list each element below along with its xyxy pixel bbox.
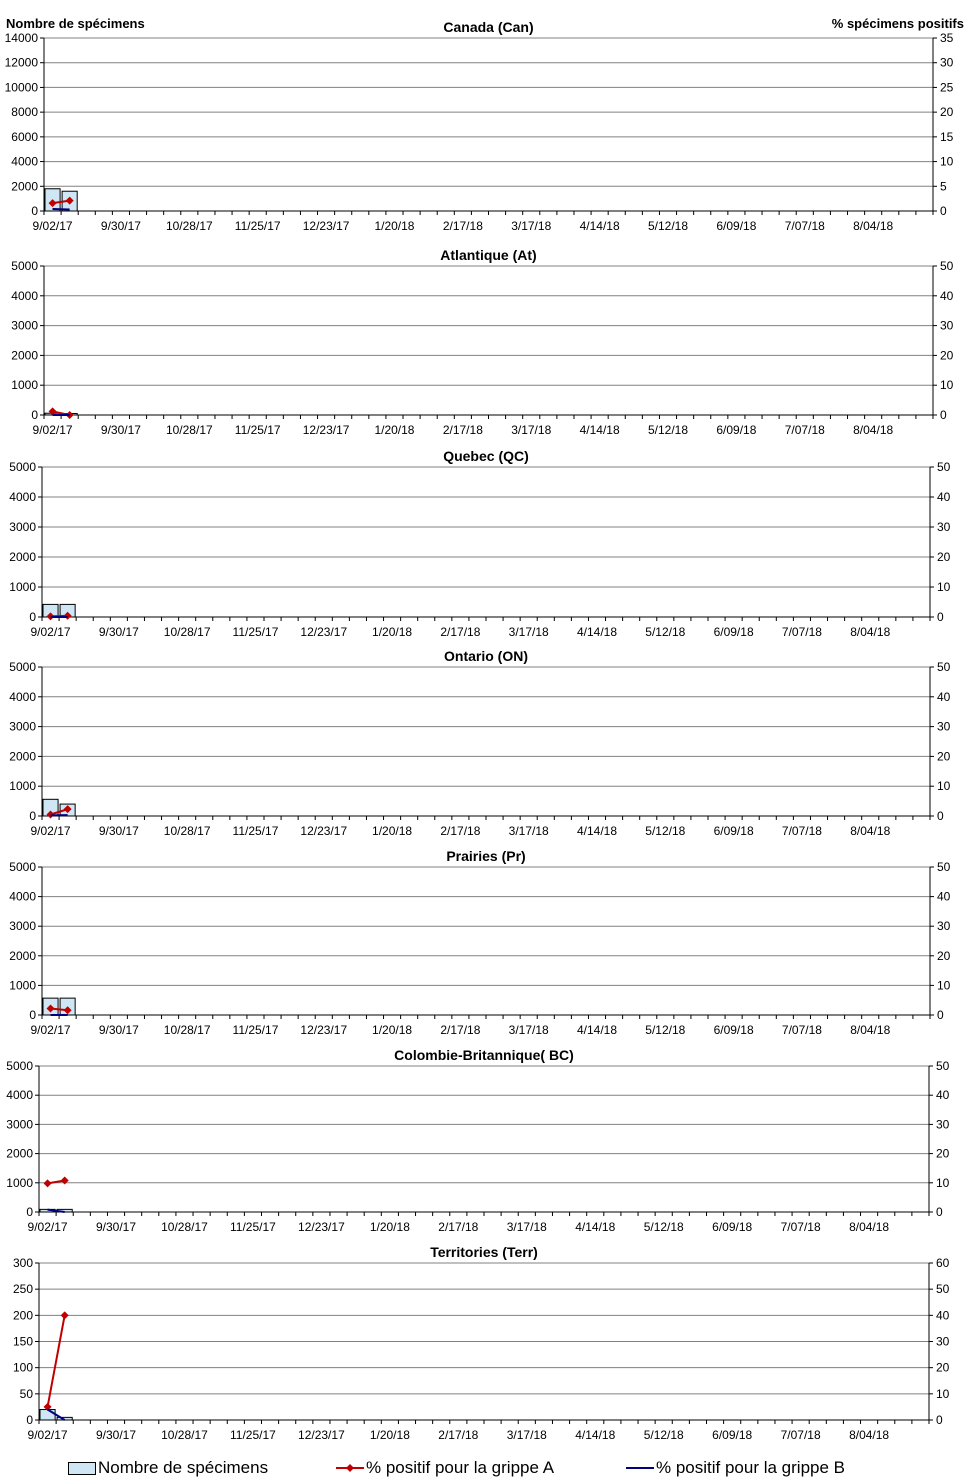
y-left-tick-label: 2000 xyxy=(11,179,38,194)
x-tick-label: 10/28/17 xyxy=(165,219,213,233)
y-left-tick-label: 6000 xyxy=(11,129,38,144)
x-tick-label: 3/17/18 xyxy=(508,625,549,639)
x-tick-label: 9/02/17 xyxy=(27,1428,68,1442)
y-left-tick-label: 5000 xyxy=(9,660,36,674)
x-tick-label: 12/23/17 xyxy=(302,423,350,437)
y-right-tick-label: 25 xyxy=(940,80,954,95)
x-tick-label: 9/02/17 xyxy=(30,824,71,838)
y-left-tick-label: 3000 xyxy=(9,520,36,534)
y-left-tick-label: 0 xyxy=(29,1008,36,1022)
y-right-tick-label: 30 xyxy=(940,318,954,333)
x-tick-label: 5/12/18 xyxy=(643,1428,684,1442)
y-left-tick-label: 250 xyxy=(12,1282,33,1297)
x-tick-label: 6/09/18 xyxy=(713,824,754,838)
x-tick-label: 8/04/18 xyxy=(850,1023,891,1037)
y-left-tick-label: 50 xyxy=(19,1386,33,1401)
y-left-tick-label: 0 xyxy=(26,1413,33,1427)
y-right-tick-label: 50 xyxy=(936,1282,950,1297)
right-axis-title: % spécimens positifs xyxy=(831,16,964,31)
x-tick-label: 4/14/18 xyxy=(579,423,620,437)
chart-title: Canada (Can) xyxy=(443,19,534,35)
x-tick-label: 10/28/17 xyxy=(161,1220,208,1234)
y-right-tick-label: 0 xyxy=(937,1008,944,1022)
y-right-tick-label: 10 xyxy=(937,978,951,993)
chart-title: Ontario (ON) xyxy=(444,648,528,664)
y-right-tick-label: 35 xyxy=(940,31,954,45)
y-left-tick-label: 3000 xyxy=(6,1117,33,1132)
legend-label-flu-a: % positif pour la grippe A xyxy=(366,1458,555,1477)
y-left-tick-label: 1000 xyxy=(9,978,36,993)
y-right-tick-label: 30 xyxy=(940,55,954,70)
y-left-tick-label: 0 xyxy=(31,408,38,422)
left-axis-title: Nombre de spécimens xyxy=(6,16,145,31)
x-tick-label: 12/23/17 xyxy=(302,219,350,233)
y-right-tick-label: 0 xyxy=(940,204,947,218)
x-tick-label: 9/30/17 xyxy=(95,1428,137,1442)
x-tick-label: 1/20/18 xyxy=(372,824,413,838)
x-tick-label: 9/30/17 xyxy=(98,625,139,639)
y-left-tick-label: 1000 xyxy=(9,580,36,594)
x-tick-label: 3/17/18 xyxy=(511,423,552,437)
y-left-tick-label: 3000 xyxy=(11,318,38,333)
x-tick-label: 7/07/18 xyxy=(781,1023,822,1037)
y-right-tick-label: 0 xyxy=(940,408,947,422)
x-tick-label: 7/07/18 xyxy=(781,625,822,639)
x-tick-label: 7/07/18 xyxy=(784,219,825,233)
legend-item-flu-a xyxy=(336,1456,554,1480)
x-tick-label: 6/09/18 xyxy=(716,219,757,233)
x-tick-label: 12/23/17 xyxy=(300,824,348,838)
y-left-tick-label: 4000 xyxy=(11,154,38,169)
y-left-tick-label: 1000 xyxy=(6,1175,33,1190)
y-right-tick-label: 30 xyxy=(937,520,951,534)
x-tick-label: 1/20/18 xyxy=(369,1428,410,1442)
y-right-tick-label: 20 xyxy=(940,348,954,363)
x-tick-label: 11/25/17 xyxy=(230,1428,276,1442)
legend xyxy=(0,1456,970,1480)
x-tick-label: 3/17/18 xyxy=(511,219,552,233)
x-tick-label: 9/30/17 xyxy=(98,824,139,838)
legend-item-specimens xyxy=(68,1456,268,1480)
x-tick-label: 5/12/18 xyxy=(643,1220,684,1234)
chart-title: Territories (Terr) xyxy=(430,1244,538,1260)
x-tick-label: 4/14/18 xyxy=(576,1023,618,1037)
x-tick-label: 3/17/18 xyxy=(506,1220,547,1234)
x-tick-label: 3/17/18 xyxy=(508,824,549,838)
y-left-tick-label: 3000 xyxy=(9,919,36,934)
flu-a-point xyxy=(44,1179,52,1187)
x-tick-label: 2/17/18 xyxy=(442,219,483,233)
y-left-tick-label: 2000 xyxy=(9,948,36,963)
y-left-tick-label: 4000 xyxy=(9,889,36,904)
y-left-tick-label: 4000 xyxy=(9,689,36,704)
x-tick-label: 4/14/18 xyxy=(579,219,620,233)
x-tick-label: 12/23/17 xyxy=(300,625,348,639)
y-right-tick-label: 20 xyxy=(937,749,951,764)
x-tick-label: 7/07/18 xyxy=(784,423,825,437)
x-tick-label: 11/25/17 xyxy=(234,219,281,233)
x-tick-label: 8/04/18 xyxy=(849,1220,890,1234)
x-tick-label: 10/28/17 xyxy=(163,625,211,639)
y-right-tick-label: 30 xyxy=(936,1117,950,1132)
x-tick-label: 7/07/18 xyxy=(780,1220,821,1234)
x-tick-label: 4/14/18 xyxy=(575,1220,616,1234)
y-right-tick-label: 40 xyxy=(936,1088,950,1103)
x-tick-label: 7/07/18 xyxy=(781,824,822,838)
y-right-tick-label: 40 xyxy=(937,889,951,904)
y-right-tick-label: 15 xyxy=(940,129,954,144)
y-left-tick-label: 100 xyxy=(12,1360,33,1375)
y-left-tick-label: 8000 xyxy=(11,105,38,120)
x-tick-label: 8/04/18 xyxy=(853,219,894,233)
x-tick-label: 9/02/17 xyxy=(30,625,71,639)
x-tick-label: 11/25/17 xyxy=(232,625,279,639)
y-left-tick-label: 4000 xyxy=(9,490,36,504)
y-left-tick-label: 5000 xyxy=(9,460,36,474)
x-tick-label: 5/12/18 xyxy=(645,1023,686,1037)
x-tick-label: 3/17/18 xyxy=(508,1023,549,1037)
x-tick-label: 6/09/18 xyxy=(712,1220,753,1234)
y-right-tick-label: 0 xyxy=(937,809,944,823)
legend-label-flu-b: % positif pour la grippe B xyxy=(656,1458,845,1477)
y-right-tick-label: 5 xyxy=(940,179,947,194)
y-left-tick-label: 4000 xyxy=(6,1088,33,1103)
x-tick-label: 9/02/17 xyxy=(32,219,73,233)
x-tick-label: 10/28/17 xyxy=(163,1023,211,1037)
y-right-tick-label: 30 xyxy=(936,1334,950,1349)
y-right-tick-label: 20 xyxy=(936,1360,950,1375)
x-tick-label: 9/30/17 xyxy=(98,1023,139,1037)
x-tick-label: 10/28/17 xyxy=(165,423,213,437)
x-tick-label: 11/25/17 xyxy=(234,423,281,437)
flu-a-line xyxy=(48,1315,65,1407)
x-tick-label: 2/17/18 xyxy=(438,1428,479,1442)
y-right-tick-label: 10 xyxy=(940,378,954,393)
x-tick-label: 5/12/18 xyxy=(645,824,686,838)
y-right-tick-label: 30 xyxy=(937,719,951,734)
y-left-tick-label: 0 xyxy=(26,1205,33,1219)
x-tick-label: 9/02/17 xyxy=(27,1220,68,1234)
y-left-tick-label: 3000 xyxy=(9,719,36,734)
y-right-tick-label: 10 xyxy=(940,154,954,169)
x-tick-label: 1/20/18 xyxy=(369,1220,410,1234)
y-right-tick-label: 60 xyxy=(936,1256,950,1270)
y-left-tick-label: 1000 xyxy=(11,378,38,393)
legend-swatch-flu-b xyxy=(626,1462,654,1474)
y-right-tick-label: 40 xyxy=(937,689,951,704)
y-right-tick-label: 50 xyxy=(937,860,951,874)
y-right-tick-label: 50 xyxy=(936,1059,950,1073)
chart-title: Colombie-Britannique( BC) xyxy=(394,1047,574,1063)
y-right-tick-label: 20 xyxy=(937,550,951,564)
x-tick-label: 9/02/17 xyxy=(30,1023,71,1037)
y-right-tick-label: 10 xyxy=(937,779,951,794)
x-tick-label: 9/30/17 xyxy=(100,423,141,437)
specimen-bar xyxy=(40,1410,55,1420)
y-right-tick-label: 0 xyxy=(937,610,944,624)
y-left-tick-label: 2000 xyxy=(9,749,36,764)
x-tick-label: 6/09/18 xyxy=(712,1428,753,1442)
y-left-tick-label: 2000 xyxy=(6,1146,33,1161)
y-right-tick-label: 50 xyxy=(937,460,951,474)
legend-swatch-flu-a xyxy=(336,1462,364,1474)
y-left-tick-label: 150 xyxy=(12,1334,33,1349)
x-tick-label: 8/04/18 xyxy=(853,423,894,437)
y-right-tick-label: 10 xyxy=(936,1175,950,1190)
y-left-tick-label: 10000 xyxy=(4,80,38,95)
x-tick-label: 12/23/17 xyxy=(298,1428,345,1442)
x-tick-label: 4/14/18 xyxy=(575,1428,616,1442)
x-tick-label: 9/02/17 xyxy=(32,423,73,437)
x-tick-label: 11/25/17 xyxy=(232,824,279,838)
x-tick-label: 10/28/17 xyxy=(163,824,211,838)
x-tick-label: 1/20/18 xyxy=(372,1023,413,1037)
x-tick-label: 1/20/18 xyxy=(372,625,413,639)
y-left-tick-label: 2000 xyxy=(11,348,38,363)
y-left-tick-label: 0 xyxy=(29,809,36,823)
y-right-tick-label: 20 xyxy=(940,105,954,120)
x-tick-label: 8/04/18 xyxy=(849,1428,890,1442)
y-right-tick-label: 0 xyxy=(936,1413,943,1427)
x-tick-label: 2/17/18 xyxy=(440,824,481,838)
x-tick-label: 11/25/17 xyxy=(230,1220,276,1234)
y-left-tick-label: 5000 xyxy=(6,1059,33,1073)
y-left-tick-label: 300 xyxy=(12,1256,33,1270)
y-left-tick-label: 5000 xyxy=(9,860,36,874)
x-tick-label: 2/17/18 xyxy=(442,423,483,437)
x-tick-label: 9/30/17 xyxy=(100,219,141,233)
x-tick-label: 5/12/18 xyxy=(647,423,689,437)
x-tick-label: 5/12/18 xyxy=(645,625,686,639)
legend-item-flu-b xyxy=(626,1456,845,1480)
y-right-tick-label: 10 xyxy=(936,1386,950,1401)
chart-title: Atlantique (At) xyxy=(440,247,537,263)
y-right-tick-label: 40 xyxy=(936,1308,950,1323)
x-tick-label: 8/04/18 xyxy=(850,625,891,639)
x-tick-label: 4/14/18 xyxy=(576,824,618,838)
y-right-tick-label: 0 xyxy=(936,1205,943,1219)
x-tick-label: 12/23/17 xyxy=(300,1023,348,1037)
y-left-tick-label: 5000 xyxy=(11,259,38,273)
y-left-tick-label: 4000 xyxy=(11,288,38,303)
legend-swatch-specimens xyxy=(68,1462,96,1475)
x-tick-label: 5/12/18 xyxy=(647,219,689,233)
y-left-tick-label: 0 xyxy=(31,204,38,218)
y-left-tick-label: 1000 xyxy=(9,779,36,794)
y-right-tick-label: 20 xyxy=(936,1146,950,1161)
y-left-tick-label: 200 xyxy=(12,1308,33,1323)
x-tick-label: 6/09/18 xyxy=(713,625,754,639)
x-tick-label: 1/20/18 xyxy=(374,219,415,233)
y-right-tick-label: 20 xyxy=(937,948,951,963)
legend-label-specimens: Nombre de spécimens xyxy=(98,1458,269,1477)
y-right-tick-label: 30 xyxy=(937,919,951,934)
x-tick-label: 6/09/18 xyxy=(713,1023,754,1037)
x-tick-label: 7/07/18 xyxy=(780,1428,821,1442)
x-tick-label: 2/17/18 xyxy=(438,1220,479,1234)
y-right-tick-label: 10 xyxy=(937,580,951,594)
x-tick-label: 10/28/17 xyxy=(161,1428,208,1442)
y-right-tick-label: 50 xyxy=(940,259,954,273)
y-right-tick-label: 50 xyxy=(937,660,951,674)
y-left-tick-label: 12000 xyxy=(4,55,38,70)
y-left-tick-label: 0 xyxy=(29,610,36,624)
x-tick-label: 9/30/17 xyxy=(95,1220,137,1234)
x-tick-label: 1/20/18 xyxy=(374,423,415,437)
x-tick-label: 3/17/18 xyxy=(506,1428,547,1442)
x-tick-label: 6/09/18 xyxy=(716,423,757,437)
x-tick-label: 2/17/18 xyxy=(440,1023,481,1037)
x-tick-label: 2/17/18 xyxy=(440,625,481,639)
chart-title: Prairies (Pr) xyxy=(446,848,526,864)
flu-a-point xyxy=(61,1311,69,1319)
y-right-tick-label: 40 xyxy=(937,490,951,504)
x-tick-label: 8/04/18 xyxy=(850,824,891,838)
y-right-tick-label: 40 xyxy=(940,288,954,303)
chart-title: Quebec (QC) xyxy=(443,448,529,464)
y-left-tick-label: 2000 xyxy=(9,550,36,564)
x-tick-label: 12/23/17 xyxy=(298,1220,345,1234)
y-left-tick-label: 14000 xyxy=(4,31,38,45)
x-tick-label: 11/25/17 xyxy=(232,1023,279,1037)
x-tick-label: 4/14/18 xyxy=(576,625,618,639)
